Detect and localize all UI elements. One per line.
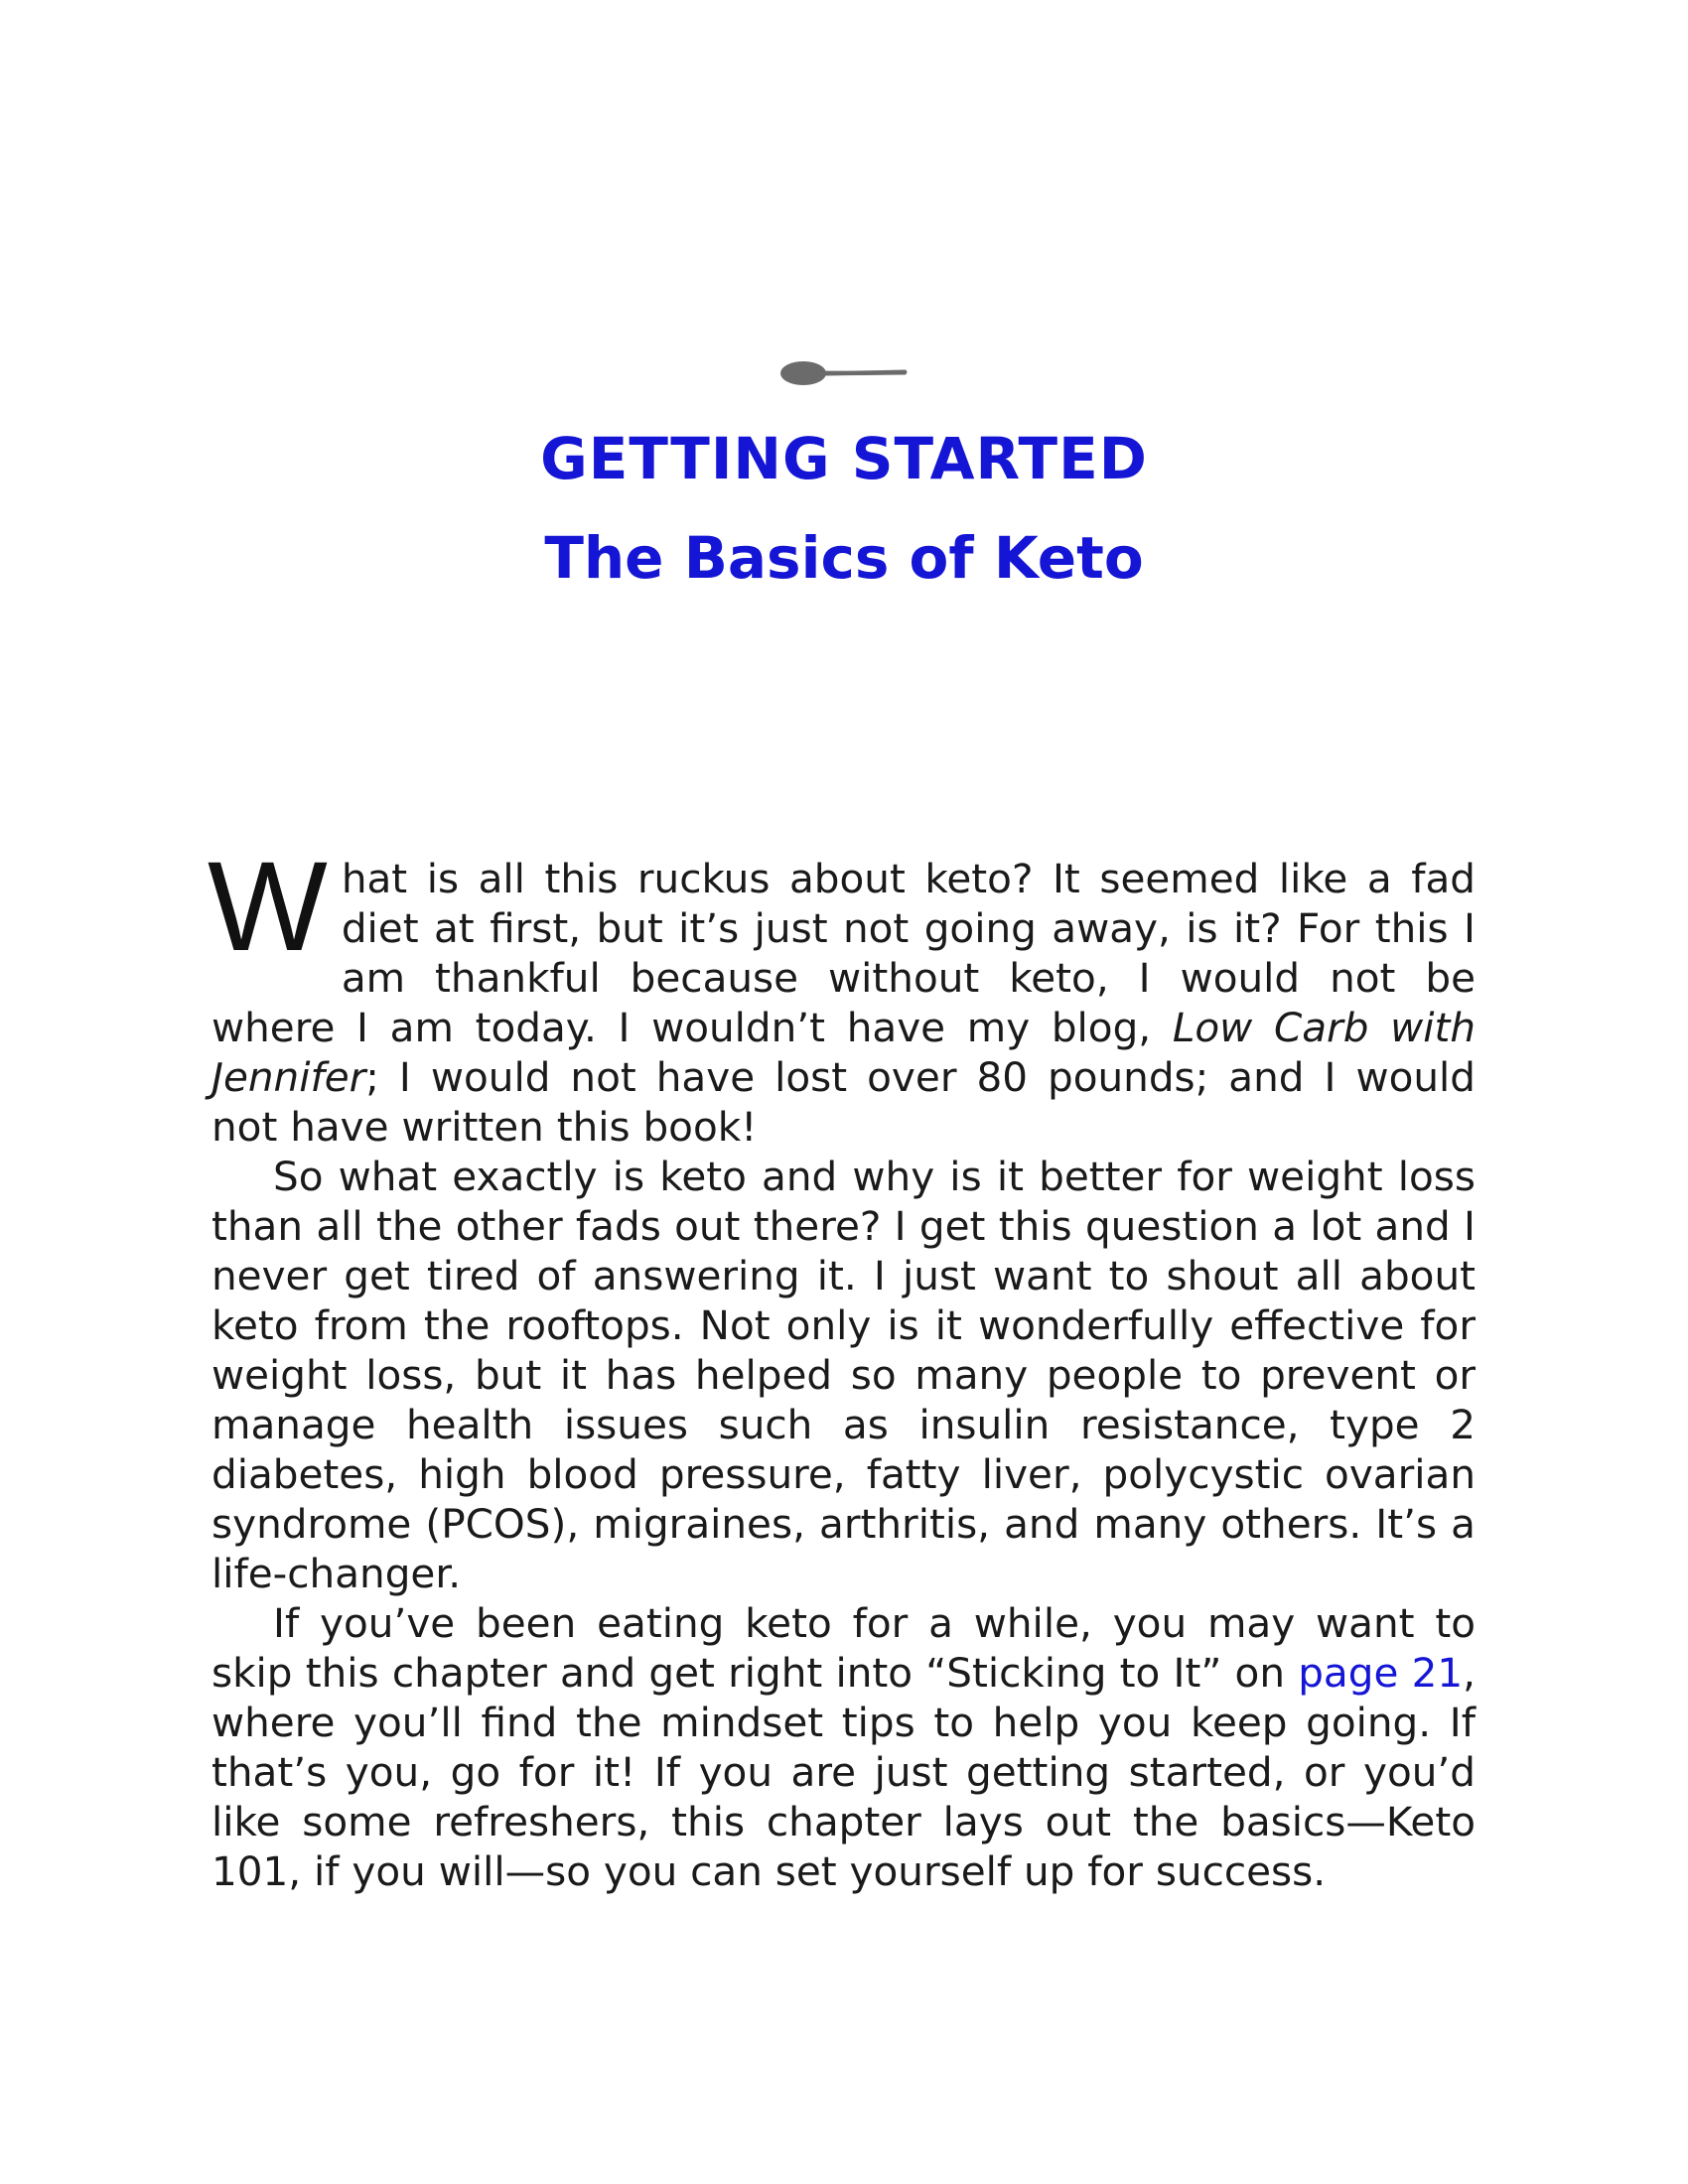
chapter-body <box>208 836 1476 1896</box>
blog-name: Low Carb with Jennifer <box>211 1004 1476 1101</box>
chapter-title: GETTING STARTED <box>540 425 1148 492</box>
spoon-icon <box>778 357 910 389</box>
page-21-link[interactable]: page 21 <box>1298 1649 1464 1697</box>
paragraph-intro <box>208 836 1476 1152</box>
paragraph-skip-ahead-text-a: If you’ve been eating keto for a while, you may want to skip this chapter and get right into “Sticking to It” on <box>211 1599 1476 1697</box>
paragraph-intro-text-a: hat is all this ruckus about keto? It seemed like a fad diet at first, but it’s just not going away, is it? For this I am thankful because without keto, I would not be where I am today. I wouldn’t have my blog, <box>211 855 1476 1051</box>
paragraph-what-is-keto: So what exactly is keto and why is it better for weight loss than all the other fads out there? I get this question a lot and I never get tired of answering it. I just want to shout all about keto from the rooftops. Not only is it wonderfully effective for weight loss, but it has helped so many people to prevent or manage health issues such as insulin resistance, type 2 diabetes, high blood pressure, fatty liver, polycystic ovarian syndrome (PCOS), migraines, arthritis, and many others. It’s a life-changer. <box>211 1153 1476 1597</box>
paragraph-intro-text-b: ; I would not have lost over 80 pounds; and I would not have written this book! <box>211 1053 1476 1151</box>
chapter-subtitle: The Basics of Keto <box>544 524 1144 592</box>
paragraph-skip-ahead-text-b: , where you’ll find the mindset tips to help you keep going. If that’s you, go for it! If you are just getting started, or you’d like some refreshers, this chapter lays out the basics—Keto 101, if you will—so you can set yourself up for success. <box>211 1649 1476 1895</box>
paragraph-skip-ahead <box>211 1598 1476 1896</box>
drop-cap: W <box>208 836 328 978</box>
